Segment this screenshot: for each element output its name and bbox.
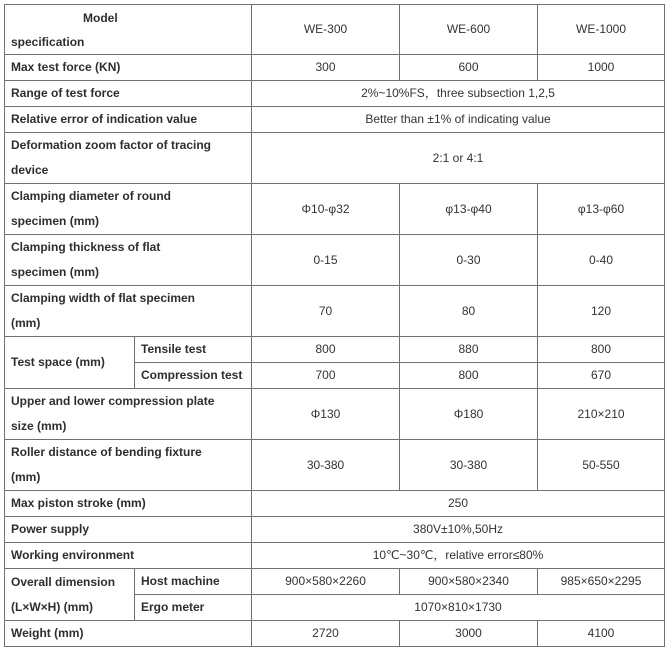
value-we300: 70 [252, 286, 400, 337]
value-relative-error: Better than ±1% of indicating value [252, 107, 665, 133]
row-overall-dimension-host [5, 569, 665, 595]
value-we1000: 985×650×2295 [538, 569, 665, 595]
label-line: Deformation zoom factor of tracing [11, 138, 212, 152]
value-we300: Φ130 [252, 389, 400, 440]
label-line: size (mm) [11, 419, 67, 433]
label-clamp-width [5, 286, 252, 337]
value-we300: 900×580×2260 [252, 569, 400, 595]
value-we600: 900×580×2340 [400, 569, 538, 595]
row-compression-plate [5, 389, 665, 440]
label-weight: Weight (mm) [5, 621, 252, 647]
label-line: (L×W×H) (mm) [11, 599, 93, 614]
row-clamp-thickness [5, 235, 665, 286]
label-power-supply: Power supply [5, 517, 252, 543]
label-compression-plate [5, 389, 252, 440]
header-model-we300: WE-300 [252, 5, 400, 55]
label-line: Clamping diameter of round [11, 189, 172, 203]
label-line: Clamping width of flat specimen [11, 291, 196, 305]
value-we300: 0-15 [252, 235, 400, 286]
label-relative-error: Relative error of indication value [5, 107, 252, 133]
header-row [5, 5, 665, 55]
value-we600: 30-380 [400, 440, 538, 491]
value-power-supply: 380V±10%,50Hz [252, 517, 665, 543]
label-clamp-round [5, 184, 252, 235]
header-model-text: Model [83, 10, 118, 25]
row-roller-distance [5, 440, 665, 491]
specification-table [4, 4, 665, 647]
value-we300: 700 [252, 363, 400, 389]
label-compression-test: Compression test [135, 363, 252, 389]
value-we1000: 210×210 [538, 389, 665, 440]
label-line: Overall dimension [11, 574, 116, 589]
label-line: (mm) [11, 316, 41, 330]
row-clamp-round [5, 184, 665, 235]
header-specification-text: specification [11, 34, 85, 49]
value-we1000: 120 [538, 286, 665, 337]
value-we600: Φ180 [400, 389, 538, 440]
value-we1000: φ13-φ60 [538, 184, 665, 235]
value-range-test-force: 2%~10%FS，three subsection 1,2,5 [252, 81, 665, 107]
label-line: (mm) [11, 470, 41, 484]
label-host-machine: Host machine [135, 569, 252, 595]
label-line: Roller distance of bending fixture [11, 445, 202, 459]
header-model-we1000: WE-1000 [538, 5, 665, 55]
row-weight [5, 621, 665, 647]
label-deformation-zoom [5, 133, 252, 184]
row-deformation-zoom [5, 133, 665, 184]
row-working-environment [5, 543, 665, 569]
value-we1000: 800 [538, 337, 665, 363]
label-line: Clamping thickness of flat [11, 240, 161, 254]
value-we600: 80 [400, 286, 538, 337]
label-max-test-force: Max test force (KN) [5, 55, 252, 81]
label-test-space: Test space (mm) [5, 337, 135, 389]
header-model-we600: WE-600 [400, 5, 538, 55]
value-we1000: 1000 [538, 55, 665, 81]
label-roller-distance [5, 440, 252, 491]
value-we1000: 50-550 [538, 440, 665, 491]
label-working-environment: Working environment [5, 543, 252, 569]
value-we300: Φ10-φ32 [252, 184, 400, 235]
label-range-test-force: Range of test force [5, 81, 252, 107]
label-piston-stroke: Max piston stroke (mm) [5, 491, 252, 517]
label-line: specimen (mm) [11, 214, 100, 228]
label-clamp-thickness [5, 235, 252, 286]
row-test-space-tensile [5, 337, 665, 363]
value-we600: 3000 [400, 621, 538, 647]
value-we300: 30-380 [252, 440, 400, 491]
value-we600: 600 [400, 55, 538, 81]
label-line: specimen (mm) [11, 265, 100, 279]
label-overall-dimension [5, 569, 135, 621]
label-ergo-meter: Ergo meter [135, 595, 252, 621]
value-piston-stroke: 250 [252, 491, 665, 517]
value-we600: 880 [400, 337, 538, 363]
value-we300: 800 [252, 337, 400, 363]
value-we300: 2720 [252, 621, 400, 647]
value-we600: 0-30 [400, 235, 538, 286]
row-power-supply [5, 517, 665, 543]
row-piston-stroke [5, 491, 665, 517]
value-working-environment: 10℃~30℃，relative error≤80% [252, 543, 665, 569]
row-clamp-width [5, 286, 665, 337]
value-we600: 800 [400, 363, 538, 389]
value-we600: φ13-φ40 [400, 184, 538, 235]
model-specification-header [5, 5, 252, 55]
row-relative-error [5, 107, 665, 133]
label-line: device [11, 163, 49, 177]
value-we1000: 0-40 [538, 235, 665, 286]
value-deformation-zoom: 2:1 or 4:1 [252, 133, 665, 184]
value-ergo-meter: 1070×810×1730 [252, 595, 665, 621]
label-tensile-test: Tensile test [135, 337, 252, 363]
row-max-test-force [5, 55, 665, 81]
row-range-test-force [5, 81, 665, 107]
value-we1000: 4100 [538, 621, 665, 647]
value-we300: 300 [252, 55, 400, 81]
label-line: Upper and lower compression plate [11, 394, 215, 408]
value-we1000: 670 [538, 363, 665, 389]
